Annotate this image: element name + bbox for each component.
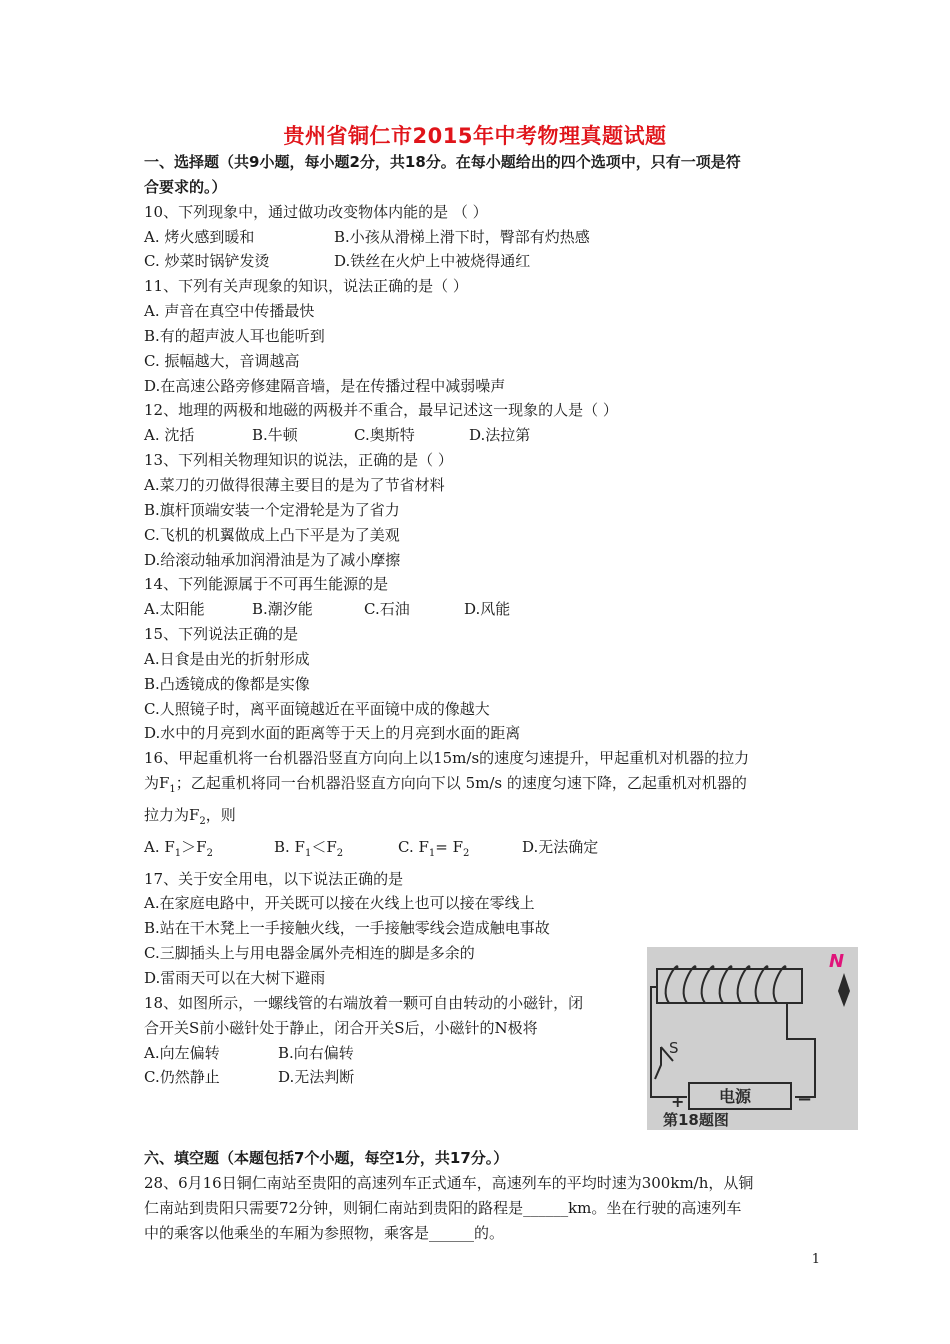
q16-c-relation: = F xyxy=(435,837,464,856)
q17-option-c: C.三脚插头上与用电器金属外壳相连的脚是多余的 xyxy=(144,944,475,963)
q16-a-text: A. F xyxy=(144,837,175,856)
q15-stem: 15、下列说法正确的是 xyxy=(144,625,299,644)
q14-option-c: C.石油 xyxy=(364,600,410,619)
q14-option-b: B.潮汐能 xyxy=(252,600,313,619)
q14-stem: 14、下列能源属于不可再生能源的是 xyxy=(144,575,389,594)
north-pole-label: N xyxy=(829,951,845,972)
q10-option-b: B.小孩从滑梯上滑下时，臀部有灼热感 xyxy=(334,227,590,246)
q15-option-b: B.凸透镜成的像都是实像 xyxy=(144,674,310,693)
q16-option-c xyxy=(398,835,522,867)
q18-option-d: D.无法判断 xyxy=(278,1068,355,1087)
q16-b-text: B. F xyxy=(274,837,305,856)
q18-line1: 18、如图所示，一螺线管的右端放着一颗可自由转动的小磁针，闭 xyxy=(144,993,584,1012)
q16-line2-rest: ；乙起重机将同一台机器沿竖直方向向下以 5m/s 的速度匀速下降，乙起重机对机器的 xyxy=(175,774,747,793)
document-title: 贵州省铜仁市2015年中考物理真题试题 xyxy=(283,124,667,148)
q16-options xyxy=(144,835,814,867)
q13-option-a: A.菜刀的刃做得很薄主要目的是为了节省材料 xyxy=(144,475,445,494)
section1-heading-line2: 合要求的。） xyxy=(144,177,227,196)
q13-stem: 13、下列相关物理知识的说法，正确的是（ ） xyxy=(144,451,453,470)
q16-c-text: C. F xyxy=(398,837,429,856)
q16-b-sub1: 1 xyxy=(304,847,312,859)
q11-option-d: D.在高速公路旁修建隔音墙，是在传播过程中减弱噪声 xyxy=(144,376,506,395)
q10-stem: 10、下列现象中，通过做功改变物体内能的是 （ ） xyxy=(144,202,488,221)
q16-c-sub2: 2 xyxy=(463,847,470,859)
q16-a-relation: ＞F xyxy=(181,837,207,856)
q16-a-sub1: 1 xyxy=(174,847,182,859)
section6-heading: 六、填空题（本题包括7个小题，每空1分，共17分。） xyxy=(144,1149,509,1168)
positive-terminal-label: + xyxy=(671,1092,685,1111)
q11-stem: 11、下列有关声现象的知识，说法正确的是（ ） xyxy=(144,277,468,296)
q28-line2: 仁南站到贵阳只需要72分钟，则铜仁南站到贵阳的路程是______km。坐在行驶的高速列车 xyxy=(144,1198,742,1217)
q13-option-b: B.旗杆顶端安装一个定滑轮是为了省力 xyxy=(144,500,400,519)
q15-option-c: C.人照镜子时，离平面镜越近在平面镜中成的像越大 xyxy=(144,699,490,718)
q18-option-c: C.仍然静止 xyxy=(144,1068,220,1087)
q16-a-sub2: 2 xyxy=(206,847,213,859)
q12-option-b: B.牛顿 xyxy=(252,426,298,445)
q17-stem: 17、关于安全用电，以下说法正确的是 xyxy=(144,869,404,888)
q28-line3: 中的乘客以他乘坐的车厢为参照物，乘客是______的。 xyxy=(144,1223,505,1242)
q16-line2-text: 为F xyxy=(144,774,170,793)
q18-figure xyxy=(647,947,858,1130)
q16-line3 xyxy=(144,803,814,835)
page-number: 1 xyxy=(811,1252,820,1267)
q11-option-c: C. 振幅越大，音调越高 xyxy=(144,351,300,370)
q18-line2: 合开关S前小磁针处于静止，闭合开关S后，小磁针的N极将 xyxy=(144,1018,538,1037)
q16-line3-text: 拉力为F xyxy=(144,805,200,824)
q18-option-b: B.向右偏转 xyxy=(278,1043,354,1062)
q10-option-a: A. 烤火感到暖和 xyxy=(144,227,255,246)
q10-options-row1 xyxy=(144,225,814,250)
negative-terminal-label: − xyxy=(797,1089,813,1110)
q12-option-a: A. 沈括 xyxy=(144,426,195,445)
q15-option-d: D.水中的月亮到水面的距离等于天上的月亮到水面的距离 xyxy=(144,724,521,743)
q16-line3-rest: ，则 xyxy=(205,805,236,824)
q16-line2-subscript: 1 xyxy=(169,784,176,796)
q17-option-b: B.站在干木凳上一手接触火线，一手接触零线会造成触电事故 xyxy=(144,919,550,938)
q12-stem: 12、地理的两极和地磁的两极并不重合，最早记述这一现象的人是（ ） xyxy=(144,401,618,420)
section1-heading-line1: 一、选择题（共9小题，每小题2分，共18分。在每小题给出的四个选项中，只有一项是符 xyxy=(144,153,741,171)
q15-option-a: A.日食是由光的折射形成 xyxy=(144,649,310,668)
q16-line1: 16、甲起重机将一台机器沿竖直方向向上以15m/s的速度匀速提升，甲起重机对机器的拉力 xyxy=(144,749,750,768)
q14-options xyxy=(144,597,814,622)
q11-option-b: B.有的超声波人耳也能听到 xyxy=(144,326,325,345)
q16-b-sub2: 2 xyxy=(336,847,344,859)
switch-label: S xyxy=(669,1039,679,1057)
solenoid-circuit-diagram xyxy=(647,947,858,1130)
q12-options xyxy=(144,423,814,448)
q16-line2 xyxy=(144,771,814,803)
q10-options-row2 xyxy=(144,249,814,274)
q11-option-a: A. 声音在真空中传播最快 xyxy=(144,302,315,321)
q16-b-relation: ＜F xyxy=(311,837,337,856)
q10-option-c: C. 炒菜时锅铲发烫 xyxy=(144,252,270,271)
figure-caption: 第18题图 xyxy=(663,1111,729,1129)
q16-c-sub1: 1 xyxy=(428,847,436,859)
q16-option-b xyxy=(274,835,398,867)
q12-option-c: C.奥斯特 xyxy=(354,426,415,445)
q10-option-d: D.铁丝在火炉上中被烧得通红 xyxy=(334,252,531,271)
q17-option-d: D.雷雨天可以在大树下避雨 xyxy=(144,969,326,987)
q13-option-c: C.飞机的机翼做成上凸下平是为了美观 xyxy=(144,525,400,544)
q16-option-a xyxy=(144,835,274,867)
q16-line3-subscript: 2 xyxy=(199,815,206,827)
q17-option-a: A.在家庭电路中，开关既可以接在火线上也可以接在零线上 xyxy=(144,894,535,913)
q13-option-d: D.给滚动轴承加润滑油是为了减小摩擦 xyxy=(144,550,401,569)
q12-option-d: D.法拉第 xyxy=(469,426,531,445)
q16-option-d: D.无法确定 xyxy=(522,837,599,856)
q14-option-d: D.风能 xyxy=(464,600,511,619)
q28-line1: 28、6月16日铜仁南站至贵阳的高速列车正式通车，高速列车的平均时速为300km/h，从铜 xyxy=(144,1174,754,1193)
q14-option-a: A.太阳能 xyxy=(144,600,205,619)
power-source-label: 电源 xyxy=(719,1087,752,1106)
q18-option-a: A.向左偏转 xyxy=(144,1043,220,1062)
